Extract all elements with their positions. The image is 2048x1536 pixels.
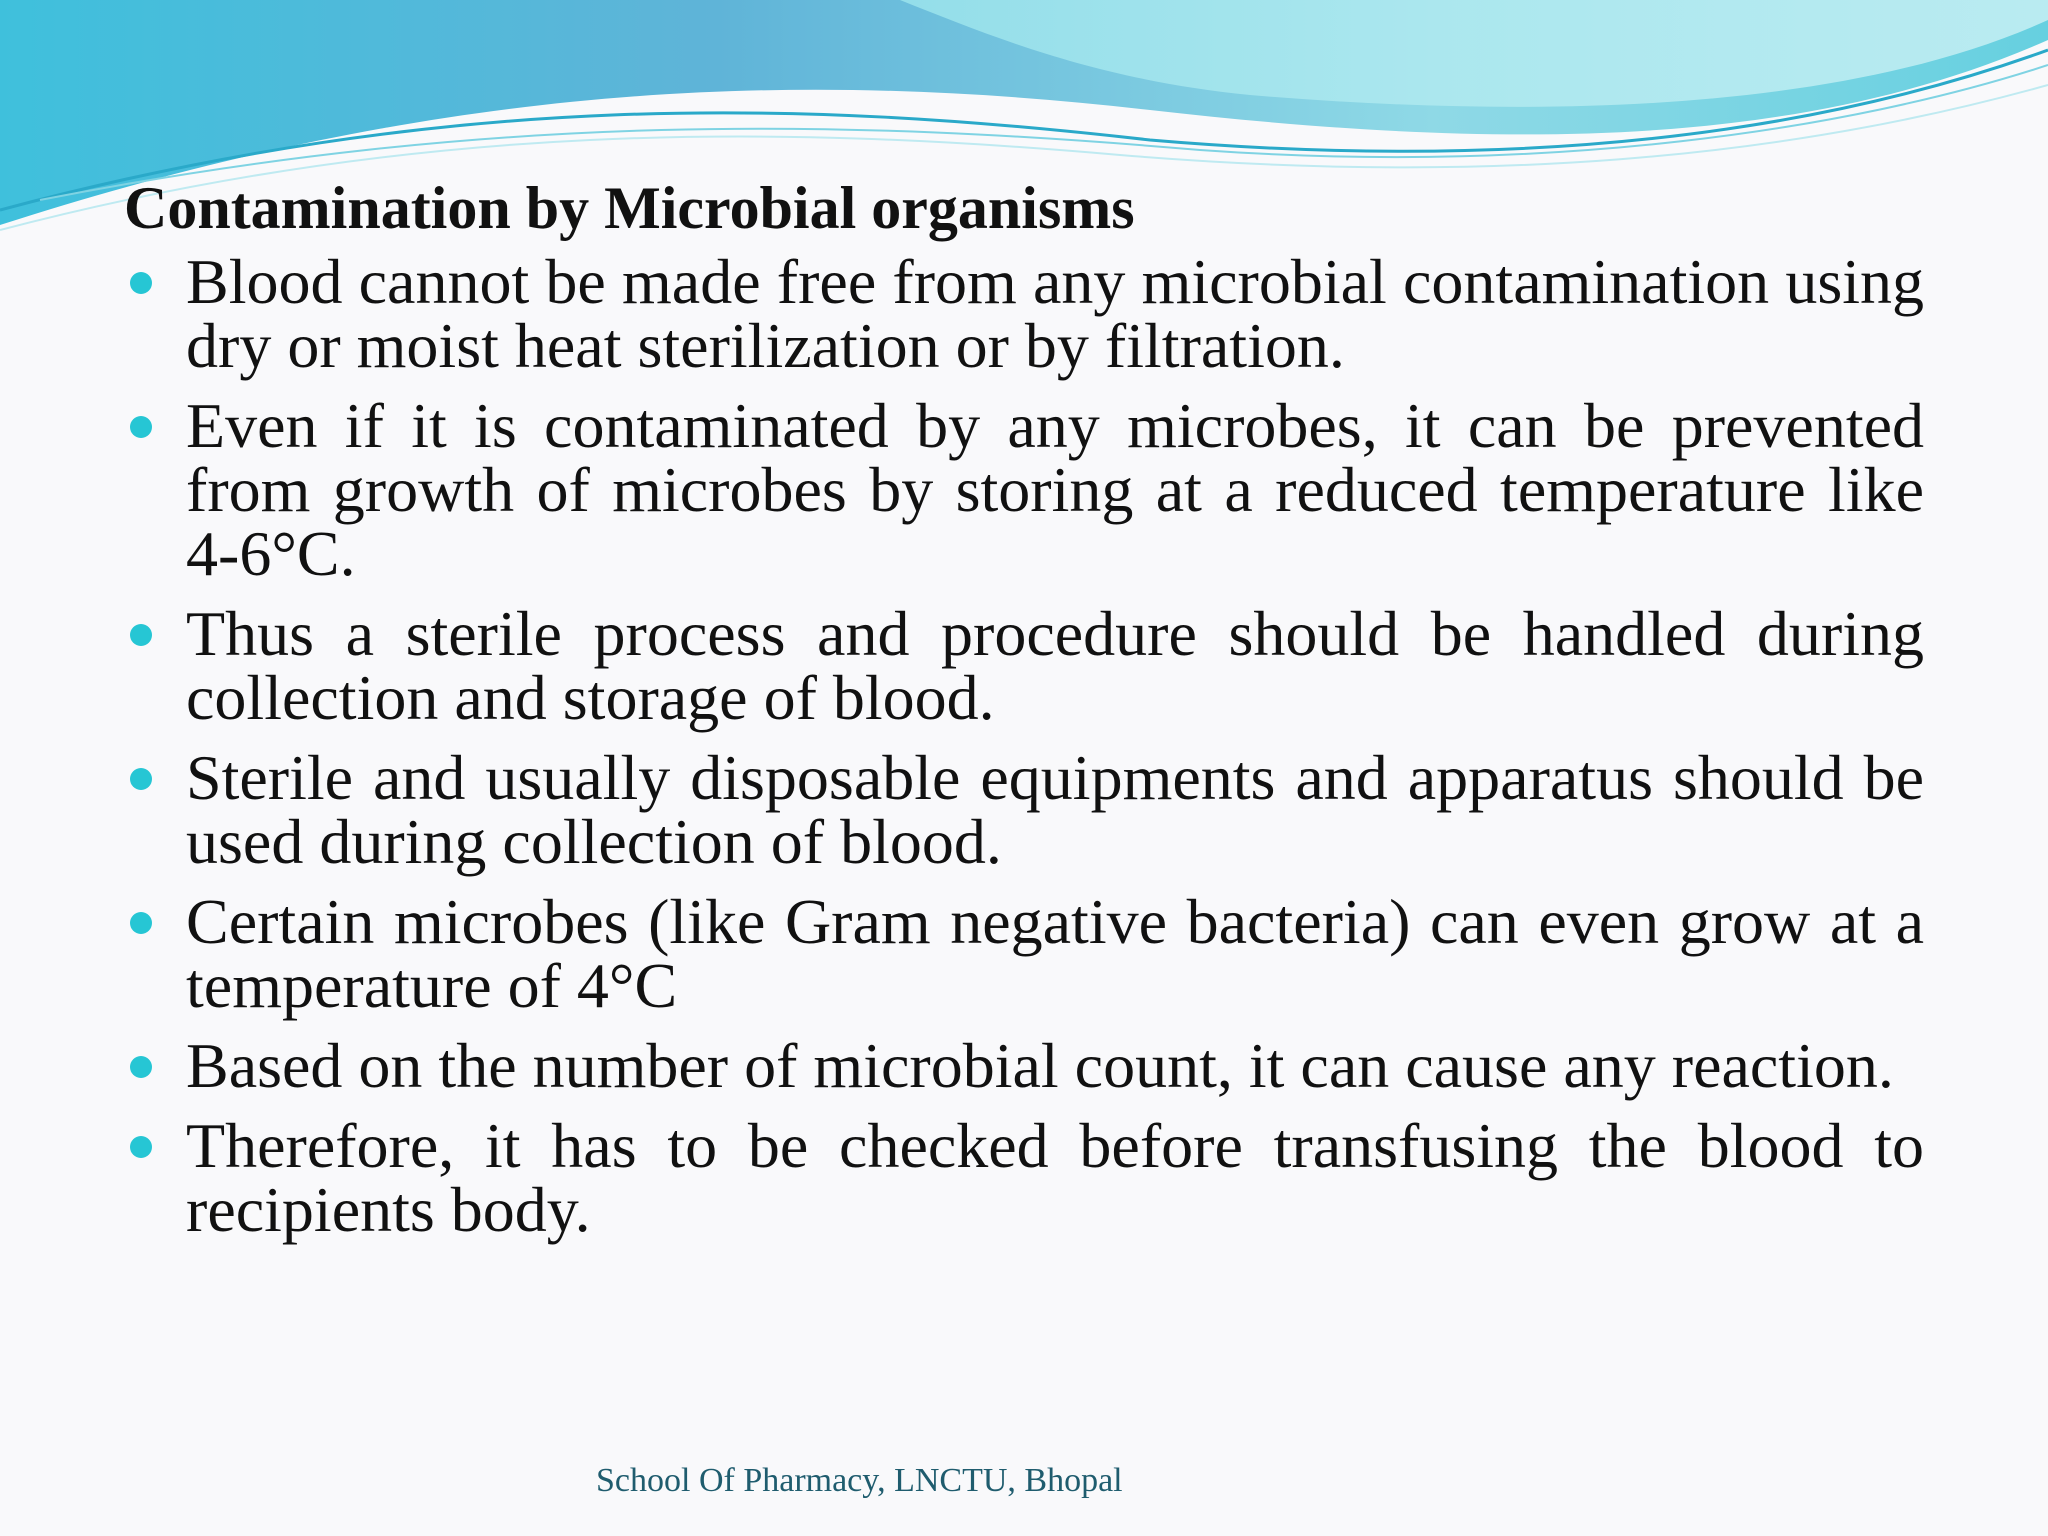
- bullet-text: Based on the number of microbial count, it can cause any reaction.: [186, 1030, 1894, 1101]
- bullet-text: Thus a sterile process and procedure should be handled during collection and storage of blood.: [186, 598, 1924, 733]
- bullet-text: Therefore, it has to be checked before transfusing the blood to recipients body.: [186, 1110, 1924, 1245]
- slide-title: Contamination by Microbial organisms: [124, 175, 1135, 241]
- bullet-item: [124, 246, 1924, 381]
- bullet-text: Certain microbes (like Gram negative bacteria) can even grow at a temperature of 4°C: [186, 886, 1924, 1021]
- bullet-item: [124, 886, 1924, 1021]
- bullet-item: [124, 742, 1924, 877]
- bullet-icon: [130, 1056, 152, 1078]
- bullet-icon: [130, 912, 152, 934]
- bullet-icon: [130, 1136, 152, 1158]
- bullet-item: [124, 390, 1924, 589]
- bullet-text: Sterile and usually disposable equipments and apparatus should be used during collection of blood.: [186, 742, 1924, 877]
- bullet-icon: [130, 768, 152, 790]
- bullet-icon: [130, 624, 152, 646]
- bullet-list: [124, 246, 1924, 1258]
- bullet-item: [124, 1030, 1924, 1101]
- bullet-item: [124, 598, 1924, 733]
- bullet-icon: [130, 416, 152, 438]
- bullet-text: Blood cannot be made free from any microbial contamination using dry or moist heat sterilization or by filtration.: [186, 246, 1924, 381]
- slide-footer: School Of Pharmacy, LNCTU, Bhopal: [596, 1462, 1123, 1499]
- bullet-icon: [130, 272, 152, 294]
- bullet-text: Even if it is contaminated by any microbes, it can be prevented from growth of microbes by storing at a reduced temperature like 4-6°C.: [186, 390, 1924, 589]
- bullet-item: [124, 1110, 1924, 1245]
